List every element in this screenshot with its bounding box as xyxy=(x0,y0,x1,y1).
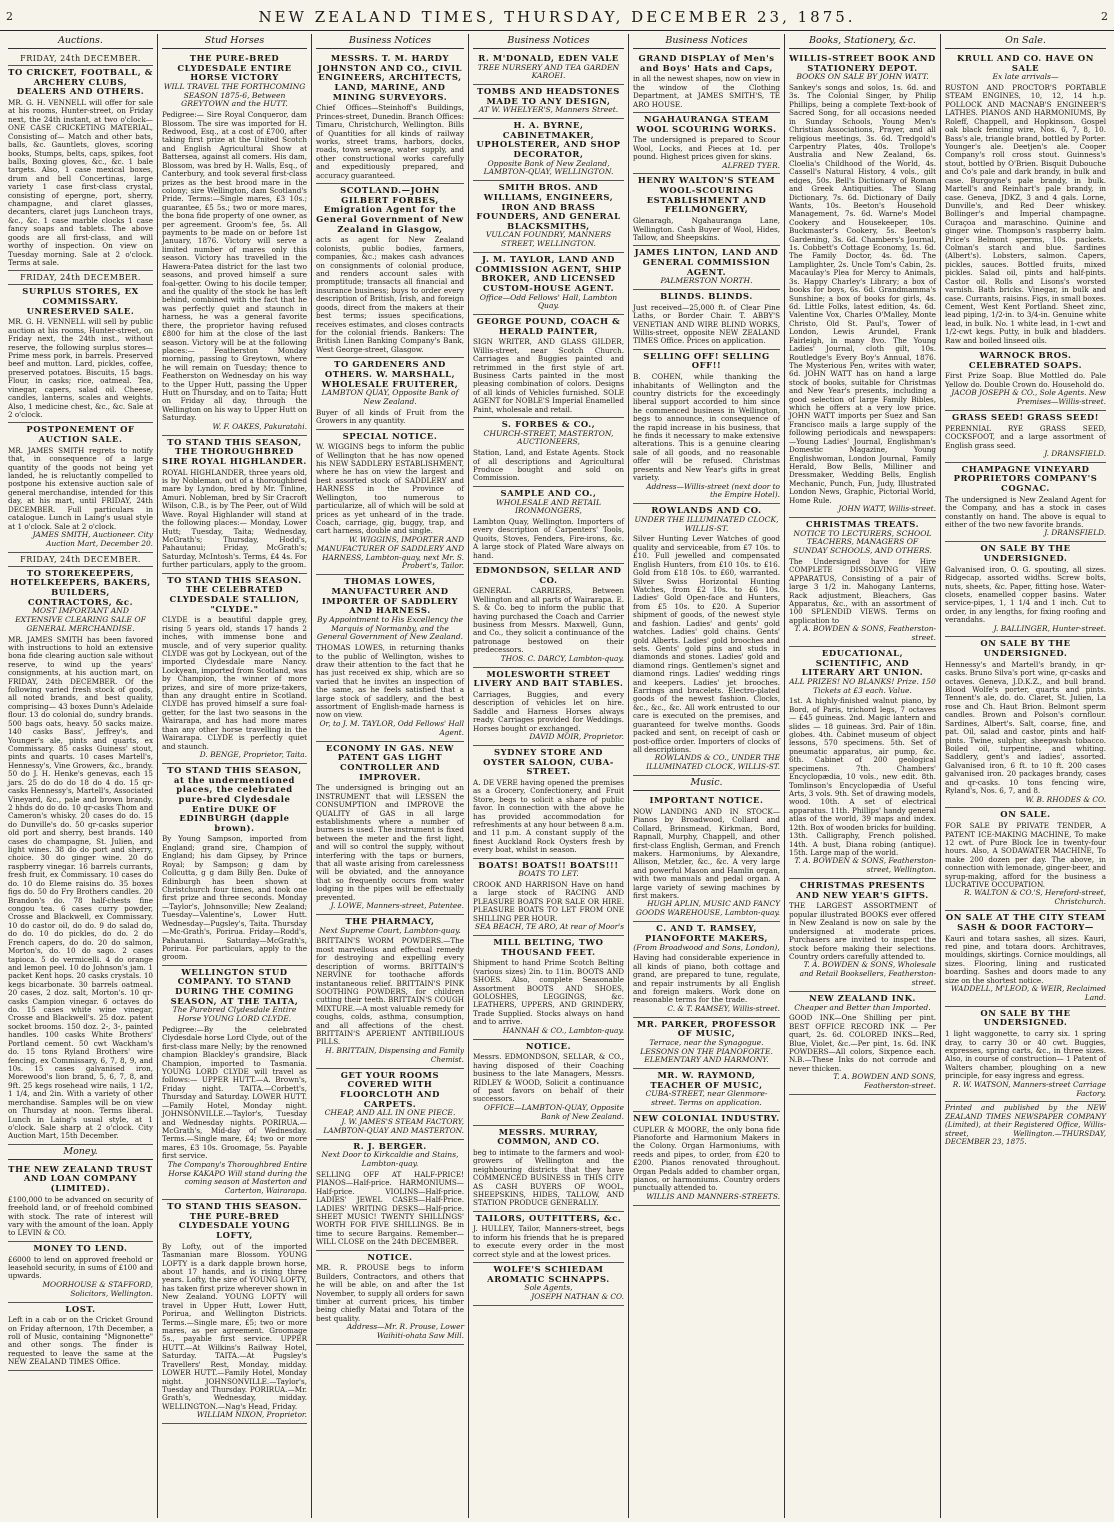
printer-imprint: Printed and published by the NEW ZEALAND TIMES NEWSPAPER COMPANY (Limited), at their Registered Office, Willis-street, Wellington.—THURSDAY, DECEMBER 23, 1875. xyxy=(945,1103,1106,1147)
ad-body-text: beg to intimate to the farmers and wool-growers of Wellington and the neighbouring districts that they have COMMENCED BUSINESS in THIS CITY AS CASH BUYERS OF WOOL, SHEEPSKINS, HIDES, TALLOW, AND STATION PRODUCE GENERALLY. xyxy=(473,1147,624,1208)
ad-body-text: B. COHEN, while thanking the inhabitants of Wellington and the country districts for the exceedingly liberal support accorded to him since he commenced business in Wellington, begs to announce, in consequence of the rapid increase in his business, that he finds it necessary to make extensive alterations. This is a genuine clearing sale of all goods, and no reasonable offer will be refused. Christmas presents and New Year's gifts in great variety. xyxy=(633,372,780,483)
ad-title: TO STAND THIS SEASON. THE PURE-BRED CLYDESDALE YOUNG LOFTY, xyxy=(167,1201,302,1241)
ad-title: CHAMPAGNE VINEYARD PROPRIETORS COMPANY'S COGNAC. xyxy=(953,463,1098,494)
advertisement xyxy=(633,922,780,1017)
ad-body-text: Kauri and totara sashes, all sizes. Kauri, red pine, and totara doors. Architraves, mouldings, skirtings. Cornice mouldings, all sizes. Flooring, lining and rusticated boarding. Sashes and doors made to any size on the shortest notice. xyxy=(945,933,1107,985)
ad-subtitle: Office—Odd Fellows' Hall, Lambton Quay. xyxy=(479,292,618,311)
column-header: Business Notices xyxy=(633,34,780,49)
advertisement xyxy=(8,285,153,423)
ad-title: BLINDS. BLINDS. xyxy=(660,291,753,302)
advertisement xyxy=(945,411,1106,463)
ad-title: CHRISTMAS PRESENTS AND NEW YEAR'S GIFTS. xyxy=(796,880,929,900)
ad-subtitle: BOATS TO LET. xyxy=(518,869,579,879)
ad-title: NOTICE. xyxy=(367,1251,413,1262)
ad-title: MESSRS. T. M. HARDY JOHNSTON AND CO., CIVIL ENGINEERS, ARCHITECTS, LAND, MARINE, AND MINING SURVEYORS. xyxy=(317,53,463,102)
ad-title: MR. PARKER, PROFESSOR OF MUSIC, xyxy=(636,1018,777,1039)
ad-title: SPECIAL NOTICE. xyxy=(342,430,438,441)
advertisement xyxy=(473,564,624,668)
ad-subtitle: Next Door to Kirkcaldie and Stains, Lambton-quay. xyxy=(321,1150,459,1169)
advertisement xyxy=(473,746,624,859)
advertisement xyxy=(162,764,307,966)
ad-title: TO STOREKEEPERS, HOTELKEEPERS, BAKERS, BUILDERS, CONTRACTORS, &c. xyxy=(10,567,151,607)
ad-title: C. AND T. RAMSEY, PIANOFORTE MAKERS, xyxy=(644,923,769,943)
advertisement xyxy=(162,436,307,574)
advertisement xyxy=(473,85,624,119)
ad-subtitle: BOOKS ON SALE BY JOHN WATT. xyxy=(796,72,929,82)
ad-title: WARNOCK BROS. CELEBRATED SOAPS. xyxy=(968,350,1083,370)
advertisement xyxy=(473,1212,624,1263)
column-header: Stud Horses xyxy=(162,34,307,49)
ad-body-text: Shipment to hand Prime Scotch Belting (various sizes) 2in. to 11in. BOOTS AND SHOES. Also, complete Seasonable Assortment BOOTS AND SHOES, GOLOSHES, LEGGINGS, &c. LEATHERS, UPPERS, AND GRINDERY, Trade Supplied. Stocks always on hand and to arrive. xyxy=(473,958,624,1027)
column-header: Auctions. xyxy=(8,34,153,49)
page-number-right: 2 xyxy=(1101,10,1108,23)
ad-subtitle: TREE NURSERY AND TEA GARDEN KAROEI. xyxy=(477,62,620,81)
ad-title: R. M'DONALD, EDEN VALE xyxy=(478,53,619,63)
ad-body-text: First Prize Soap. Blue Mottled do. Pale Yellow do. Double Crown do. Household do. xyxy=(945,371,1106,389)
ad-title: GEORGE POUND, COACH & HERALD PAINTER, xyxy=(476,315,621,336)
ad-subtitle: Terrace, near the Synagogue. LESSONS ON THE PIANOFORTE. ELEMENTARY AND HARMONY. xyxy=(640,1037,773,1065)
ad-body-text: The undersigned is prepared to Scour Wool, Locks, and Pieces at 1d. per pound. Highest prices given for skins. xyxy=(633,135,780,162)
advertisement xyxy=(473,859,624,936)
ad-body-text: 1st. A highly-finished walnut piano, by Bord, of Paris, trichord legs, 7 octaves — £45 guineas. 2nd. Magic lantern and slides — 18 guineas. 3rd. Pair of 18in. globes. 4th. Cabinet museum of object lessons, 570 specimens. 5th. Set of pneumatic apparatus, air pump, &c. 6th. Cabinet of 200 geological specimens. 7th. Chambers' Encyclopædia, 10 vols., new edit. 8th. Tomlinson's Encyclopædia of Useful Arts, 3 vols. 9th. Set of drawing models, wood. 10th. A set of electrical apparatus. 11th. Phillips' handy general atlas of the world, 39 maps and index. 12th. Box of wooden bricks for building. 13th. Calligraphy, French polished. 14th. A bust, Diana robing (antique). 15th. Large map of the world. xyxy=(789,696,936,857)
advertisement xyxy=(316,915,464,1069)
ad-body-text: By Young Sampson, imported from England; grand sire, Champion of England; his dam Gipsey, by Prince Royal; by Sampson; g dam by Collcutta, g g dam Billy Ben. Duke of Edinburgh has been shown at Christchurch four times, and took one first prize and three seconds. Monday—Taylor's, Johnsonville; New Zealand; Tuesday—Valentine's, Lower Hutt. Wednesday—Pugsley's, Taita. Thursday—Mc-Grath's, Porirua. Friday—Rodd's, Pahautanui. Saturday—McGrath's, Porirua. For particulars, apply to the groom. xyxy=(162,834,307,962)
ad-signature: The Company's Thoroughbred Entire Horse KAKAPO Will stand during the coming season at Masterton and Carterton, Wairarapa. xyxy=(167,1159,307,1196)
ad-body-text: W. WIGGINS begs to inform the public of Wellington that he has now opened his NEW SADDLERY ESTABLISHMENT, where he has on view the largest and best assorted stock of SADDLERY and HARNESS in the Province of Wellington, too numerous to particularize, all of which will be sold at prices as yet unheard of in the trade. Coach, carriage, gig, buggy, trap, and cart harness, double and single. xyxy=(316,442,464,536)
advertisement xyxy=(945,1007,1106,1103)
ad-body-text: FOR SALE BY PRIVATE TENDER, A PATENT ICE-MAKING MACHINE, To make 12 cwt. of Pure Block Ice in twenty-four hours. Also, A SODAWATER MACHINE, To make 200 dozen per day. The above, in connection with lemonade, ginger-beer, and syrup-making, afford for the business a LUCRATIVE OCCUPATION. xyxy=(945,821,1106,890)
ad-title: TOMBS AND HEADSTONES MADE TO ANY DESIGN, xyxy=(477,86,620,106)
column-header: Books, Stationery, &c. xyxy=(789,34,936,49)
ad-body-text: MR. JAMES SMITH has been favored with instructions to hold an extensive bona fide clearing auction sale without reserve, to wind up the years' consignments, at his auction mart, on FRIDAY, 24th DECEMBER. Of the following varied fresh stock of goods, all noted brands, and best quality, comprising— 43 boxes Dunn's Adelaide flour. 13 do colonial do, sundry brands. 500 bags oats, heavy. 50 sacks maize. 140 casks Bass', Jeffrey's, and Younger's ale, pints and quarts, ex Commissary. 85 casks Guiness' stout, pints and quarts. 10 cases Martell's, Hennessy's, Vine Growers, &c., brandy. 50 do J. H. Henke's genevas, each 15 jars. 25 do do do 18 do 4 do. 15 qr-casks Hennessy's, Martell's, Associated Vineyard, &c., pale and brown brandy. 2 hhds do do do. 10 qr-casks Thom and Cameron's whisky. 20 cases do do. 15 do Dunville's do. 50 qr-casks superior old port and sherry, best brands. 140 cases do champagne, St. Julien, and light wines. 38 do do port and sherry, choice. 30 do ginger wine. 20 do raspberry vinegar. 16 barrels currants, fresh fruit, ex Commissary. 10 cases do do. 10 do Eleme raisins do. 35 boxes figs do. 50 do Fry Brothers candles. 20 Brandon's do. 78 half-chests fine congou tea. 6 cases curry powder, Crosse and Blackwell, ex Commissary. 10 do castor oil, do do. 9 do salad do, do do. 10 do pickles, do do. 2 do French capers, do do. 20 do salmon, Morton's, do. 10 do sago. 2 cases tapioca. 5 do vermicelli. 4 do orange and lemon peel. 10 do Johnson's jam. 1 packet Kent hops. 20 casks crystals. 10 kegs bicarbonate. 30 barrels oatmeal. 20 cases, 2 doz. salt, Morton's. 10 qr-casks Campion vinegar. 6 octaves do do. 15 cases white wine vinegar, Crosse and Blackwell's. 25 doz. patent socket brooms. 150 doz. 2-, 3-, painted handles. 100 casks White Brothers' Portland cement. 50 cwt Wackham's do. 15 tons Ryland Brothers' wire fencing, ex Commissary, 6, 7, 8, 9, and 10s. 15 cases galvanised iron, Morewood's lion brand, 5, 6, 7, 8, and 9ft. 25 kegs rosehead wire nails, 1 1/2, 1 1/4, and 2in. With a variety of other merchandise. Samples will be on view on Thursday at noon. Terms liberal. Lunch in Laing's usual style, at 1 o'clock. Sale sharp at 2 o'clock. City Auction Mart, 15th December. xyxy=(8,634,153,1141)
ad-title: S. FORBES & CO., xyxy=(501,419,596,430)
ad-signature: JACOB JOSEPH & CO., Sole Agents. New Premises—Willis-street. xyxy=(951,388,1106,407)
ad-title: R. J. BERGER. xyxy=(353,1140,427,1151)
advertisement xyxy=(473,1040,624,1126)
newspaper-columns xyxy=(4,34,1110,1518)
ad-signature: J. LOWE, Manners-street, Patentee. xyxy=(330,901,464,911)
advertisement xyxy=(945,52,1106,349)
advertisement xyxy=(316,575,464,741)
ad-title: WILLIS-STREET BOOK AND STATIONERY DEPOT. xyxy=(789,53,936,73)
advertisement xyxy=(162,52,307,436)
ad-body-text: SELLING OFF AT HALF-PRICE! PIANOS—Half-price. HARMONIUMS—Half-price. VIOLINS—Half-price. LADIES' JEWEL CASES—Half-Price. LADIES' WRITING DESKS—Half-price. SHEET MUSIC! TWENTY SHILLINGS' WORTH FOR FIVE SHILLINGS. Be in time to secure Bargains. Remember— WILL CLOSE on the 24th DECEMBER. xyxy=(316,1169,464,1247)
ad-title: MILL BELTING, TWO THOUSAND FEET. xyxy=(493,937,604,957)
ad-body-text: Left in a cab or on the Cricket Ground on Friday afternoon, 17th December, a roll of Music, containing "Mignonette" and other songs. The finder is requested to leave the same at the NEW ZEALAND TIMES Office. xyxy=(8,1315,153,1367)
ad-body-text: MR. JAMES SMITH regrets to notify that, in consequence of a large quantity of the goods not being yet landed, he is reluctantly compelled to postpone his extensive auction sale of general merchandise, intended for this day, at his mart, until FRIDAY, 24th DECEMBER. Full particulars in catalogue. Lunch in Laing's usual style at 1 o'clock. Sale at 2 o'clock. xyxy=(8,445,153,531)
ad-signature: R. W. WATSON, Manners-street Carriage Factory. xyxy=(952,1079,1106,1098)
advertisement xyxy=(316,1069,464,1140)
column-books xyxy=(785,34,941,1518)
ad-signature: ROWLANDS & CO., UNDER THE ILLUMINATED CLOCK, WILLIS-ST. xyxy=(646,753,780,772)
ad-body-text: MR. G. H. VENNELL will sell by public auction at his rooms, Hunter-street, on Friday next, the 24th inst., without reserve, the following surplus stores— Prime mess pork, in barrels. Preserved beef and mutton. Lard, pickles, coffee, preserved potatoes. Biscuits, 15 bags. Flour, in casks; rice, oatmeal. Tea, vinegar, capers, salad oil. Cheese, candles, lanterns, scales and weights. Also, 1 medicine chest, &c., &c. Sale at 2 o'clock. xyxy=(8,317,153,420)
column-header: Business Notices xyxy=(473,34,624,49)
ad-title: TO CRICKET, FOOTBALL, & ARCHERY CLUBS, DEALERS AND OTHERS. xyxy=(8,67,153,97)
ad-title: MR. W. RAYMOND, TEACHER OF MUSIC, xyxy=(650,1070,763,1090)
ad-body-text: Galvanised iron, O. G. spouting, all sizes. Ridgecap, assorted widths. Screw bolts, nuts, sheets, &c. Paper, fitting hose. Water-closets, enamelled copper basins. Water service-pipes, 1, 1 1/4 and 1 inch. Cut to order, in any lengths, for fixing roofing and verandahs. xyxy=(945,564,1106,625)
ad-body-text: NOW LANDING AND IN STOCK— Pianos by Broadwood, Collard and Collard, Brinsmead, Kirkman, Bord, Rapnall, Murphy, Chappell, and other first-class English, German, and French makers. Harmoniums, by Alexandre, Allison, Metzler, &c., &c. A very large and powerful Mason and Hamlin organ, with two manuals and pedal organ. A large variety of sewing machines by first makers. xyxy=(633,806,780,901)
ad-title: SAMPLE AND CO., xyxy=(500,487,597,498)
ad-signature: OFFICE—LAMBTON-QUAY, Opposite Bank of New Zealand. xyxy=(483,1102,624,1121)
ad-signature: MOORHOUSE & STAFFORD, Solicitors, Wellington. xyxy=(42,1279,153,1298)
ad-title: J. M. TAYLOR, LAND AND COMMISSION AGENT, SHIP BROKER, AND LICENSED CUSTOM-HOUSE AGENT. xyxy=(475,253,622,293)
advertisement xyxy=(633,1018,780,1069)
column-on-sale xyxy=(941,34,1110,1518)
ad-title: ON SALE AT THE CITY STEAM SASH & DOOR FACTORY— xyxy=(945,912,1106,932)
ad-title: TO STAND THIS SEASON, THE THOROUGHBRED SIRE ROYAL HIGHLANDER. xyxy=(162,436,307,466)
ad-body-text: A. DE VERE having opened the premises as a Grocery, Confectionery, and Fruit Store, begs to solicit a share of public favor. In connection with the above he has provided accommodation for refreshments at any hour between 8 a.m. and 11 p.m. A constant supply of the finest Auckland Rock Oysters fresh by every boat, whilst in season. xyxy=(473,777,624,855)
ad-body-text: Chief Offices—Steinhoff's Buildings, Princes-street, Dunedin. Branch Offices: Timaru, Christchurch, Wellington. Bills of Quantities for all kinds of railway works, street trams, harbors, docks, roads, town sewage, water supply, and other constructional works carefully and expeditiously prepared, and accuracy guaranteed. xyxy=(316,103,464,180)
sale-date: FRIDAY, 24th DECEMBER. xyxy=(8,553,153,567)
advertisement xyxy=(473,119,624,181)
ad-subtitle: WHOLESALE AND RETAIL IRONMONGERS, xyxy=(496,497,601,516)
ad-signature: Address—Willis-street (next door to the Empire Hotel). xyxy=(646,481,780,500)
ad-signature: H. BRITTAIN, Dispensing and Family Chemist. xyxy=(325,1045,464,1064)
ad-subtitle: VULCAN FOUNDRY, MANNERS STREET, WELLINGTON. xyxy=(485,230,612,249)
ad-signature: JAMES SMITH, Auctioneer. City Auction Mart, December 20. xyxy=(32,529,153,548)
ad-signature: WILLIAM NIXON, Proprietor. xyxy=(196,1410,307,1420)
advertisement xyxy=(8,1242,153,1303)
advertisement xyxy=(633,1069,780,1112)
advertisement xyxy=(316,52,464,184)
ad-title: TO STAND THIS SEASON. THE CELEBRATED CLYDESDALE STALLION, "CLYDE." xyxy=(167,574,302,614)
ad-title: WOLFE'S SCHIEDAM AROMATIC SCHNAPPS. xyxy=(487,1264,610,1284)
ad-body-text: Lambton Quay, Wellington. Importers of every description of Carpenters' Tools, Quoits, Stoves, Fenders, Fire-irons, &c. A large stock of Plated Ware always on hand. xyxy=(473,516,624,560)
ad-body-text: SIGN WRITER, AND GLASS GILDER, Willis-street, near Scotch Church. Carriages and Buggies painted and retrimmed in the first style of art. Business Carts painted in the most pleasing combination of colors. Designs of all kinds of Vehicles furnished. SOLE AGENT for NOBLE'S Imperial Enamelled Paint, wholesale and retail. xyxy=(473,337,624,414)
advertisement xyxy=(789,647,936,879)
ad-title: GRASS SEED! GRASS SEED! xyxy=(951,412,1100,423)
ad-body-text: THOMAS LOWES, in returning thanks to the public of Wellington, wishes to draw their attention to the fact that he has just received ex ship, which are so varied that he invites an inspection of the same, as he feels satisfied that a large stock of saddlery, and the best assortment of English-made harness is now on view. xyxy=(316,643,464,720)
sale-date: FRIDAY, 24th DECEMBER. xyxy=(8,52,153,66)
advertisement xyxy=(945,911,1106,1007)
ad-subtitle: By Appointment to His Excellency the Marquis of Normanby, and the General Government of New Zealand. xyxy=(316,614,464,642)
ad-subtitle: UNDER THE ILLUMINATED CLOCK, WILLIS-ST. xyxy=(634,515,779,533)
ad-title: GET YOUR ROOMS COVERED WITH FLOORCLOTH AND CARPETS. xyxy=(339,1069,441,1109)
ad-signature: J. DRANSFIELD. xyxy=(1044,528,1106,538)
ad-body-text: Pedigree:—By the celebrated Clydesdale horse Lord Clyde, out of the first-class mare Nelly; by the renowned champion Blackley's grandsire, Black Champion, imported to Tasmania. YOUNG LORD CLYDE will travel as follows:— UPPER HUTT.—A. Brown's, Friday night. TAITA.—Corbett's, Thursday and Saturday. LOWER HUTT.—Family Hotel, Monday night. JOHNSONVILLE.—Taylor's, Tuesday and Wednesday nights. PORIRUA.—McGrath's, Mid-day of Wednesday. Terms.—Single mare, £4; two or more mares, £3 10s. Groomage, 5s. Payable first service. xyxy=(162,1024,307,1161)
newspaper-title: NEW ZEALAND TIMES, THURSDAY, DECEMBER 23, 1875. xyxy=(258,8,856,26)
advertisement xyxy=(8,567,153,1145)
advertisement xyxy=(945,463,1106,543)
ad-signature: Address—Mr. R. Prouse, Lower Waihiti-ohata Saw Mill. xyxy=(346,1322,464,1341)
ad-signature: HUGH APLIN, MUSIC AND FANCY GOODS WAREHOUSE, Lambton-quay. xyxy=(636,899,780,918)
advertisement xyxy=(473,52,624,85)
ad-signature: W. B. RHODES & CO. xyxy=(1025,794,1106,804)
ad-signature: SEA BEACH, TE ARO, At rear of Moor's xyxy=(474,922,624,932)
ad-signature: WADDELL, M'LEOD, & WEIR, Reclaimed Land. xyxy=(950,984,1106,1002)
advertisement xyxy=(473,418,624,487)
ad-body-text: CROOK AND HARRISON Have on hand a large stock of RACING AND PLEASURE BOATS FOR SALE OR HIRE. PLEASURE BOATS TO LET FROM ONE SHILLING PER HOUR. xyxy=(473,880,624,923)
ad-signature: J. BALLINGER, Hunter-street. xyxy=(993,623,1106,633)
ad-body-text: MR. G. H. VENNELL will offer for sale at his rooms, Hunter-street, on Friday next, the 24th instant, at two o'clock— ONE CASE CRICKETING MATERIAL, Consisting of— Match and other bats, balls, &c. Gauntlets, gloves, scoring books, Stumps, belts, caps, spikes, foot balls, Boxing gloves, &c., &c. 1 bale targets. Also, 1 case mexical boxes, drum and bell Concertinas, large variety 1 case first-class crystal, consisting of epergne, port, sherry, champagne, and claret glasses, decanters, claret jugs Luncheon trays, &c., &c. 1 case marble clocks 1 case fancy soaps and tablets. The above goods are all first-class, and will worthy of inspection. On view on Tuesday morning. Sale at 2 o'clock. Terms at sale. xyxy=(8,97,153,267)
ad-subtitle: LAMBTON QUAY, Opposite Bank of New Zealand. xyxy=(321,388,459,406)
ad-title: THE PURE-BRED CLYDESDALE ENTIRE HORSE VICTORY xyxy=(177,53,292,83)
ad-title: ON SALE BY THE UNDERSIGNED. xyxy=(980,543,1071,563)
ad-signature: R. WALTON & CO.'S, Hereford-street, Christchurch. xyxy=(963,888,1106,907)
ad-title: IMPORTANT NOTICE. xyxy=(649,795,764,806)
ad-subtitle: Opposite Bank of New Zealand, LAMBTON-QUAY, WELLINGTON. xyxy=(483,158,614,177)
advertisement xyxy=(473,487,624,564)
advertisement xyxy=(633,174,780,246)
ad-signature: T. A. BOWDEN & SONS, Wholesale and Retail Booksellers, Featherston-street. xyxy=(799,960,936,988)
ad-body-text: GOOD INK—One Shilling per pint. BEST OFFICE RECORD INK — Per quart, 2s. 6d. COLORED INKS—Red, Blue, Violet, &c.—Per pint, 1s. 6d. INK POWDERS—All colors, Sixpence each. N.B.—These Inks do not corrode and never thicken. xyxy=(789,1013,936,1073)
column-header: Business Notices xyxy=(316,34,464,49)
advertisement xyxy=(316,742,464,915)
ad-body-text: By Lofty, out of the imported Tasmanian mare Blossom. YOUNG LOFTY is a dark dapple brown horse, about 17 hands, and is rising three years. Lofty, the sire of YOUNG LOFTY, has taken first prize wherever shown in New Zealand. YOUNG LOFTY will travel in Upper Hutt, Lower Hutt, Porirua, and Wellington Districts. Terms.—Single mare, £5; two or more mares, as per agreement. Groomage 5s., payable first service. UPPER HUTT.—At Wilkins's Railway Hotel, Saturday. TAITA.—At Pugsley's Travellers' Rest, Monday, midday. LOWER HUTT.—Family Hotel, Monday night. JOHNSONVILLE.—Taylor's, Tuesday and Thursday. PORIRUA.—Mr. Grath's, Wednesday, midday. WELLINGTON.—Nag's Head, Friday. xyxy=(162,1241,307,1411)
section-header: Music. xyxy=(633,776,780,791)
ad-title: SELLING OFF! SELLING OFF!! xyxy=(643,350,770,371)
ad-body-text: ROYAL HIGHLANDER, three years old, is by Nobleman, out of a thoroughbred mare by Lyndon, bred by Mr. Tinline, Amuri. Nobleman, bred by Sir Cracroft Wilson, C.B., is by The Peer, out of Wild Wave. Royal Highlander will stand at the following places:— Monday, Lower Hutt; Tuesday, Taita; Wednesday, McGrath's; Thursday, Hodd's, Pahautanui; Friday, McGrath's; Saturday, McIntosh's. Terms, £4 4s. For further particulars, apply to the groom. xyxy=(162,467,307,570)
ad-title: ON SALE BY THE UNDERSIGNED. xyxy=(980,638,1071,659)
ad-body-text: £100,000 to be advanced on security of freehold land, or of freehold combined with stock. The rate of interest will vary with the amount of the loan. Apply to LEVIN & CO. xyxy=(8,1194,153,1238)
ad-signature: ALFRED TYER. xyxy=(722,160,780,170)
column-stud-horses xyxy=(158,34,312,1518)
ad-body-text: The Undersigned have for Hire COMPLETE DISSOLVING VIEW APPARATUS, Consisting of a pair of large 3 1/2 in. Mahogany Lanterns, Rack adjustment, Bleachers, Gas Apparatus, &c., with an assortment of 100 SPLENDID VIEWS. Terms on application to xyxy=(789,556,936,625)
ad-body-text: Having had considerable experience in all kinds of piano, both cottage and grand, are prepared to tune, regulate, and repair instruments by all English and foreign makers. Work done on reasonable terms for the trade. xyxy=(633,953,780,1005)
ad-subtitle: CHURCH-STREET, MASTERTON, AUCTIONEERS, xyxy=(483,428,614,447)
ad-body-text: CLYDE is a beautiful dapple grey, rising 5 years old, stands 17 hands 2 inches, with immense bone and muscle, and of very superior quality. CLYDE was got by Lockyean, out of the imported Clydesdale mare Nancy. Lockyean, imported from Scotland, was by Champion, the winner of more prizes, and sire of more prize-takers, than any draught entire in Scotland. CLYDE has proved himself a sure foal-getter, for the last two seasons in the Wairarapa, and has had more mares than any other horse travelling in the Wairarapa. CLYDE is perfectly quiet and staunch. xyxy=(162,615,307,751)
advertisement xyxy=(316,358,464,429)
ad-title: THE PHARMACY, xyxy=(345,916,435,927)
advertisement xyxy=(633,350,780,505)
ad-body-text: Pedigree:— Sire Royal Conqueror, dam Blossom. The sire was imported for H. Redwood, Esq., at a cost of £700, after taking first prize at the United Scotch and English Agricultural Show at Battersea, against all comers. His dam, Blossom, was bred by H. Walls, Esq., of Canterbury, and took several first-class prizes as the best brood mare in the colony; sire Wellington, dam Scotland's Pride. Terms:—Single mares, £3 10s.; guarantee, £5 5s.; two or more mares, the bona fide property of one owner, as per agreement. Groom's fee, 5s. All payments to be made on or before 1st January, 1876. Victory will serve a limited number of mares only this season. Victory has travelled in the Hawera-Patea district for the last two seasons, and proved himself a sure foal-getter. Owing to his docile temper, and the quality of the stock he has left behind, combined with the fact that he was perfectly quiet and staunch in harness, he was a general favorite there, the proprietor having refused £800 for him at the close of the last season. Victory will be at the following places:— Featherston Monday morning, passing to Greytown, where he will remain on Tuesday; thence to Featherston on Wednesday on his way to the Upper Hutt, passing the Upper Hutt on Thursday, and on to Taita; Hutt on Friday all day, through the Wellington on his way to Upper Hutt on Saturday. xyxy=(162,110,307,423)
column-business-1 xyxy=(312,34,469,1518)
ad-signature: DAVID MOIR, Proprietor. xyxy=(529,732,624,742)
advertisement xyxy=(316,184,464,358)
advertisement xyxy=(633,1112,780,1206)
ad-title: ON SALE. xyxy=(1000,809,1051,820)
advertisement xyxy=(789,879,936,992)
ad-body-text: Station, Land, and Estate Agents. Stock of all descriptions and Agricultural Produce bought and sold on Commission. xyxy=(473,448,624,483)
ad-title: JAMES LINTON, LAND AND GENERAL COMMISSION AGENT. xyxy=(634,247,779,277)
section-header: Money. xyxy=(8,1145,153,1160)
ad-signature: T. A. BOWDEN & SONS, Featherston-street. xyxy=(794,624,936,643)
ad-body-text: Buyer of all kinds of Fruit from the Growers in any quantity. xyxy=(316,407,464,426)
advertisement xyxy=(473,181,624,253)
advertisement xyxy=(633,290,780,350)
advertisement xyxy=(473,1126,624,1212)
advertisement xyxy=(789,992,936,1095)
ad-title: HENRY WALTON'S STEAM WOOL-SCOURING ESTABLISHMENT AND FELLMONGERY, xyxy=(637,175,776,215)
advertisement xyxy=(473,668,624,746)
advertisement xyxy=(945,637,1106,808)
ad-body-text: Sankey's songs and solos, 1s. 6d. and 3s. The Colonial Singer, by Philip Phillips, being a complete Text-book of Sacred Song, for all occasions needed in Sunday Schools, Young Men's Christian Associations, Prayer, and all religious meetings, 3s. 6d. Tredgold's Carpentry Plates, 40s. Trollope's Australia and New Zealand, 6s. Cloelia's Childhood of the World, 4s. Cassell's Natural History, 4 vols., gilt edges, 50s. Bell's Dictionary of Roman and Greek Antiquities. The Slang Dictionary, 7s. 6d. Dictionary of Daily Wants, 10s. Beeton's Household Management, 7s. 6d. Warne's Model Cookery and Housekeeper, 10s. Buckmaster's Cookery, 5s. Beeton's Gardening, 3s. 6d. Chambers's Journal, 1s. Cobbett's Cottage Economy, 1s. 6d. The Family Doctor, 4s. 6d. The Lamplighter, 2s. Uncle Tom's Cabin, 2s. Macaulay's Plea for Mercy to Animals, 3s. Happy Charley's Library; a box of books for boys, 6s. 6d. Grandmamma's Sunshine; a box of books for girls, 4s. 6d. Little Folks, latest edition, 4s. 6d. Valentine Vox, Charles O'Malley, Monte Christo, Old St. Paul's, Tower of London, Lewis Arundel, Frank Fairleigh, in many 8vo. The Young Ladies' Journal, cloth gilt, 10s. Routledge's Every Boy's Annual, 1876. The Mysterious Pen, writes with water, 6d. JOHN WATT has on hand a large stock of books, suitable for Christmas and New Year's presents, including a good selection of large Family Bibles, which he offers at a very low price. JOHN WATT imports per Suez and San Francisco mails a large supply of the following periodicals and newspapers:—Young Ladies' Journal, Englishman's Domestic Magazine, Young Englishwoman, London Journal, Family Herald, Bow Bells, Milliner and Dressmaker, Wedding Bells, English Mechanic, Punch, Fun, Judy, Illustrated London News, Graphic, Pictorial World, Home Rule. xyxy=(789,83,936,505)
ad-title: TAILORS, OUTFITTERS, &c. xyxy=(475,1212,622,1223)
advertisement xyxy=(789,518,936,647)
ad-title: MESSRS. MURRAY, COMMON, AND CO. xyxy=(497,1126,600,1147)
ad-title: LOST. xyxy=(65,1303,96,1314)
ad-signature: C. & T. RAMSEY, Willis-street. xyxy=(667,1003,780,1013)
ad-subtitle: ALL PRIZES! NO BLANKS! Prize. 150 Tickets at £3 each. Value. xyxy=(789,676,936,695)
ad-title: SURPLUS STORES, EX COMMISSARY. UNRESERVED SALE. xyxy=(22,286,139,316)
ad-body-text: BRITTAIN'S WORM POWDERS.—The most marvellous and effectual remedy for destroying and expelling every description of worms. BRITTAIN'S NERVINE for toothache affords instantaneous relief. BRITTAIN'S PINK SOOTHING POWDERS, for children cutting their teeth. BRITTAIN'S COUGH MIXTURE.—A most valuable remedy for coughs, colds, asthma, consumption, and all affections of the chest. BRITTAIN'S APERIENT ANTIBILIOUS PILLS. xyxy=(316,936,464,1047)
advertisement xyxy=(8,1163,153,1242)
advertisement xyxy=(473,1263,624,1306)
ad-title: NGAHAURANGA STEAM WOOL SCOURING WORKS. xyxy=(636,114,777,134)
ad-subtitle: MOST IMPORTANT AND EXTENSIVE CLEARING SALE OF GENERAL MERCHANDISE. xyxy=(15,606,146,633)
ad-title: CHRISTMAS TREATS. xyxy=(805,519,920,529)
advertisement xyxy=(473,315,624,418)
ad-subtitle: CHEAP, AND ALL IN ONE PIECE. xyxy=(324,1108,456,1118)
ad-title: GRAND DISPLAY of Men's and Boys' Hats and Caps, xyxy=(638,53,775,73)
ad-signature: WILLIS AND MANNERS-STREETS. xyxy=(646,1191,780,1201)
advertisement xyxy=(8,1303,153,1371)
ad-subtitle: Ex late arrivals— xyxy=(992,72,1059,82)
column-business-2 xyxy=(469,34,629,1518)
ad-body-text: 1 light waggonette, to carry six. 1 spring dray, to carry 30 or 40 cwt. Buggies, expresses, spring carts, &c., in three sizes. Also, in course of construction— 1 Patent of Walters chamber, ploughing on a new principle, for easy ingress and egress. xyxy=(945,1029,1106,1081)
ad-title: TO GARDENERS AND OTHERS. W. MARSHALL, WHOLESALE FRUITERER, xyxy=(321,359,459,389)
ad-signature: T. A. BOWDEN & SONS, Featherston-street, Wellington. xyxy=(794,856,936,875)
ad-signature: W. F. OAKES, Pakuratahi. xyxy=(212,421,307,431)
advertisement xyxy=(162,1200,307,1424)
column-header: On Sale. xyxy=(945,34,1106,49)
ad-body-text: CUPLER & MOORE, the only bona fide Pianoforte and Harmonium Makers in the Colony. Organ Harmoniums, with reeds and pipes, to order, from £20 to £200. Pianos renovated throughout. Organ Pedals added to chamber organ, pianos, or harmoniums. Country orders punctually attended to. xyxy=(633,1124,780,1193)
advertisement xyxy=(316,430,464,576)
ad-body-text: in all the newest shapes, now on view in the window of the Clothing Department, at JAMES SMITH'S, TE ARO HOUSE. xyxy=(633,74,780,109)
advertisement xyxy=(8,423,153,552)
ad-body-text: PERENNIAL RYE GRASS SEED, COCKSFOOT, and a large assortment of English grass seed. xyxy=(945,423,1106,450)
ad-title: NOTICE. xyxy=(525,1040,572,1051)
ad-body-text: Just received—25,000 ft. of Clear Pine Laths, or Border Chair. T. ABBY'S VENETIAN AND WIRE BLIND WORKS, Willis-street, opposite NEW ZEALAND TIMES Office. Prices on application. xyxy=(633,302,780,346)
advertisement xyxy=(633,246,780,290)
ad-subtitle: Sole Agents, xyxy=(524,1283,573,1293)
ad-subtitle: WILL TRAVEL THE FORTHCOMING SEASON 1875-6, Between GREYTOWN and the HUTT. xyxy=(163,81,306,109)
ad-title: ROWLANDS AND CO. xyxy=(651,505,762,516)
ad-title: BOATS! BOATS!! BOATS!!! xyxy=(478,859,619,870)
ad-subtitle: CUBA-STREET, near Glenmore-street. Terms on application. xyxy=(645,1089,768,1108)
ad-title: TO STAND THIS SEASON, at the undermentioned places, the celebrated pure-bred Clydesdale Entire DUKE OF EDINBURGH (dapple brown). xyxy=(167,764,302,833)
ad-body-text: MR. R. PROUSE begs to inform Builders, Contractors, and others that he will be able, on and after the 1st November, to supply all orders for sawn timber at current prices, his timber being chiefly Matai and Totara of the best quality. xyxy=(316,1263,464,1323)
ad-signature: HANNAH & CO., Lambton-quay. xyxy=(502,1025,624,1035)
ad-subtitle: (From Broadwood and Sons, London), xyxy=(633,942,780,952)
ad-signature: J. W. JAMES'S STEAM FACTORY, LAMBTON-QUAY AND MASTERTON. xyxy=(323,1117,464,1135)
ad-title: NEW ZEALAND INK. xyxy=(809,993,916,1003)
ad-signature: Or, to J. M. TAYLOR, Odd Fellows' Hall Agent. xyxy=(319,718,464,737)
ad-body-text: RUSTON AND PROCTOR'S PORTABLE STEAM ENGINES, 10, 12, 14 h.p. POLLOCK AND MACNAB'S ENGINEER'S LATHES. PIANOS AND HARMONIUMS, By Roleff, Chappell, and Hopkinson. Gospel oak black fencing wire, Nos. 6, 7, 8, 10. Bass's ale, triangle brand, bottled by Porter. Younger's ale. Deetjen's ale. Cooper Company's roll cross stout. Guinness's stout, bottled by O'Brien. Bisquit Dubouche and Co's pale and dark brandy, in bulk and case. Burgoyne's pale brandy, in bulk. Martell's and Reinhart's pale brandy, in case. Geneva, JDKZ, 3 and 4 gals. Lorne, Dunville's, and Red Deer whiskey. Bollinger's and Imperial champagne. Curaçoa and maraschino. Quinine and ginger wine. Thompson's raspberry balm. Price's Belmont sperms, 10s. packets. Colman's starch and blue. Sardines (Albert's). Lobsters, salmon. Capers, pickles, sauces. Bottled fruits, mixed pickles. Salad oil, pints and half-pints. Castor oil. Rolls and Lisons's worsted varnish. Bath bricks. Vinegar, in bulk and case. Currants, raisins. Figs, in small boxes. Cement, West Kent Portland. Sheet zinc, lead piping, 1/2-in. to 3/4-in. Genuine white lead, in bulk. No. 1 white lead, in 1-cwt and 1/2-cwt kegs. Putty, in bulk and bladders. Raw and boiled linseed oils. xyxy=(945,83,1107,345)
advertisement xyxy=(633,52,780,113)
ad-title: THE NEW ZEALAND TRUST AND LOAN COMPANY (LIMITED). xyxy=(8,1163,153,1194)
ad-title: SMITH BROS. AND WILLIAMS, ENGINEERS, IRON AND BRASS FOUNDERS, AND GENERAL BLACKSMITHS, xyxy=(476,182,621,231)
ad-body-text: THE LARGEST ASSORTMENT of popular illustrated BOOKS ever offered in New Zealand is now on sale by the undersigned at moderate prices. Purchasers are invited to inspect the stock before making their selections. Country orders carefully attended to. xyxy=(789,901,936,961)
ad-signature: J. DRANSFIELD. xyxy=(1044,448,1106,458)
ad-signature: JOSEPH NATHAN & CO. xyxy=(531,1292,624,1302)
advertisement xyxy=(473,253,624,315)
ad-subtitle: PALMERSTON NORTH. xyxy=(660,276,753,286)
ad-title: ON SALE BY THE UNDERSIGNED. xyxy=(980,1007,1071,1028)
ad-body-text: Carriages, Buggies, and every description of vehicles let on hire. Saddle and Harness Horses always ready. Carriages provided for Weddings. Horses bought or exchanged. xyxy=(473,689,624,733)
ad-title: SCOTLAND.—JOHN GILBERT FORBES, Emigration Agent for the General Government of New Zealand in Glasgow, xyxy=(316,185,464,234)
ad-signature: T. A. BOWDEN AND SONS, Featherston-street. xyxy=(833,1072,936,1091)
advertisement xyxy=(162,966,307,1200)
column-business-3 xyxy=(629,34,785,1518)
page-number-left: 2 xyxy=(6,10,13,23)
advertisement xyxy=(789,52,936,518)
advertisement xyxy=(316,1251,464,1345)
ad-body-text: Messrs. EDMONDSON, SELLAR, & CO., having disposed of their Coaching business to the late Managers, Messrs. RIDLEY & WOOD, Solicit a continuance of past favors on behalf of their successors. xyxy=(473,1052,624,1104)
ad-title: EDMONDSON, SELLAR AND CO. xyxy=(475,565,622,585)
ad-signature: D. BENGE, Proprietor, Taita. xyxy=(199,750,307,760)
ad-subtitle: The Purebred Clydesdale Entire Horse YOUNG LORD CLYDE. xyxy=(172,1005,297,1024)
ad-title: THOMAS LOWES, MANUFACTURER AND IMPORTER OF SADDLERY AND HARNESS. xyxy=(321,576,459,616)
masthead xyxy=(0,0,1114,31)
ad-body-text: acts as agent for New Zealand colonists, public bodies, farmers, companies, &c.; makes cash advances on consignments of colonial produce, and renders account sales with promptitude; transacts all financial and insurance business; buys to order every description of British, Irish, and foreign goods, direct from the makers at their best terms; issues specifications, receives estimates, and closes contracts for the colonial friends. Bankers: The British Linen Banking Company's Bank, West George-street, Glasgow. xyxy=(316,235,464,354)
advertisement xyxy=(162,574,307,764)
ad-subtitle: Cheaper and Better than Imported. xyxy=(794,1002,931,1012)
advertisement xyxy=(633,794,780,922)
ad-body-text: £6000 to lend on approved freehold or leasehold security, in sums of £100 and upwards. xyxy=(8,1254,153,1281)
ad-signature: JOHN WATT, Willis-street. xyxy=(838,504,936,514)
sale-date: FRIDAY, 24th DECEMBER. xyxy=(8,271,153,285)
ad-title: KRULL AND CO. HAVE ON SALE xyxy=(956,53,1095,73)
ad-title: ECONOMY IN GAS. NEW PATENT GAS LIGHT CONTROLLER AND IMPROVER. xyxy=(325,742,455,782)
ad-title: MOLESWORTH STREET LIVERY AND BAIT STABLES. xyxy=(473,668,624,689)
ad-body-text: Hennessy's and Martell's brandy, in qr-casks. Bruno Silva's port wine, qr-casks and octaves. Geneva, J.D.K.Z., and bull brand. Blood Wolfe's porter, quarts and pints. Tennent's ale, do. do. Claret, St. Julien, La rose and Ch. Haut Brion. Belmont sperm candles. Brown and Polson's cornflour. Sardines, Albert's. Salt, coarse, fine, and pat. Oil, salad and castor, pints and half-pints. Twine, sulphur, sheepwash tobacco. Boiled oil, turpentine, and whiting. Saddlery, gent's and ladies', assorted. Galvanised iron, 6 ft. to 10 ft. 200 cases galvanised iron. 20 packages brandy, cases and qr-casks. 10 tons fencing wire, Ryland's, Nos. 6, 7, and 8. xyxy=(945,659,1106,796)
ad-title: NEW COLONIAL INDUSTRY. xyxy=(633,1112,780,1123)
advertisement xyxy=(633,113,780,174)
ad-title: MONEY TO LEND. xyxy=(33,1242,128,1253)
ad-subtitle: Next Supreme Court, Lambton-quay. xyxy=(319,925,461,935)
ad-title: H. A. BYRNE, CABINETMAKER, UPHOLSTERER, AND SHOP DECORATOR, xyxy=(476,120,621,160)
advertisement xyxy=(945,349,1106,411)
advertisement xyxy=(945,542,1106,637)
column-auctions xyxy=(4,34,158,1518)
ad-signature: W. WIGGINS, IMPORTER AND MANUFACTURER OF SADDLERY AND HARNESS, Lambton-quay, next Mr. S. Probert's, Tailor. xyxy=(316,534,464,571)
ad-body-text: Glenaragh, Ngahauranga Lane, Wellington. Cash Buyer of Wool, Hides, Tallow, and Sheepskins. xyxy=(633,216,780,242)
ad-body-text: The undersigned is bringing out an INSTRUMENT that will LESSEN the CONSUMPTION and IMPROVE the QUALITY of GAS in all large establishments where a number of burners is used. The instrument is fixed between the meter and the first light, and will so control the supply, without interfering with the taps or burners, that all waste arising from carelessness will be obviated, and the annoyance that so frequently occurs from water lodging in the pipes will be effectually prevented. xyxy=(316,783,464,902)
ad-title: WELLINGTON STUD COMPANY. TO STAND DURING THE COMING SEASON, AT THE TAITA, xyxy=(170,966,299,1006)
ad-subtitle: NOTICE TO LECTURERS, SCHOOL TEACHERS, MANAGERS OF SUNDAY SCHOOLS, AND OTHERS. xyxy=(793,528,932,556)
advertisement xyxy=(945,808,1106,911)
ad-body-text: J. HULLEY, Tailor, Manners-street, begs to inform his friends that he is prepared to execute every order in the most correct style and at the lowest prices. xyxy=(473,1224,624,1259)
ad-body-text: Silver Hunting Lever Watches of good quality and serviceable, from £7 10s. to £10. Full jewelled and compensated English Hunters, from £10 10s. to £16. Gold from £18 10s. to £60, warranted. Silver Swiss Horizontal Hunting Watches, from £2 10s. to £6 10s. Ladies' Gold Open-face and Hunters, from £5 10s. to £20. A Superior shipment of goods, of the newest style and fashion. Ladies' and gents' gold watches. Ladies' gold chains. Gents' gold Alberts. Ladies' gold brooches and sets. Gents' gold pins and studs in diamonds and stones. Ladies' gold and diamond rings. Gentlemen's signet and diamond rings. Ladies' wedding rings and keepers. Ladies' jet brooches. Earrings and bracelets. Electro-plated goods of the newest fashion. Clocks, &c., &c., &c. All work entrusted to our care is executed on the premises, and guaranteed for twelve months. Goods packed and sent, on receipt of cash or post-office order. Importers of clocks of all descriptions. xyxy=(633,534,780,754)
ad-signature: THOS. C. DARCY, Lambton-quay. xyxy=(500,653,624,663)
ad-body-text: The undersigned is New Zealand Agent for the Company, and has a stock in cases constantly on hand. The above is equal to either of the two new favorite brands. xyxy=(945,494,1106,530)
ad-body-text: GENERAL CARRIERS, Between Wellington and all parts of Wairarapa. E. S. & Co. beg to inform the public that having purchased the Coach and Carrier business from Messrs. Maxwell, Gunn, and Co., they solicit a continuance of the patronage bestowed on their predecessors. xyxy=(473,586,624,655)
ad-title: SYDNEY STORE AND OYSTER SALOON, CUBA-STREET. xyxy=(483,746,614,777)
advertisement xyxy=(316,1140,464,1251)
advertisement xyxy=(8,66,153,271)
advertisement xyxy=(473,936,624,1040)
ad-title: POSTPONEMENT OF AUCTION SALE. xyxy=(26,424,135,445)
advertisement xyxy=(633,504,780,776)
ad-title: EDUCATIONAL, SCIENTIFIC, AND LITERARY ART UNION. xyxy=(801,647,924,678)
ad-subtitle: AT W. WHELYER'S, Manners Street. xyxy=(478,105,619,115)
